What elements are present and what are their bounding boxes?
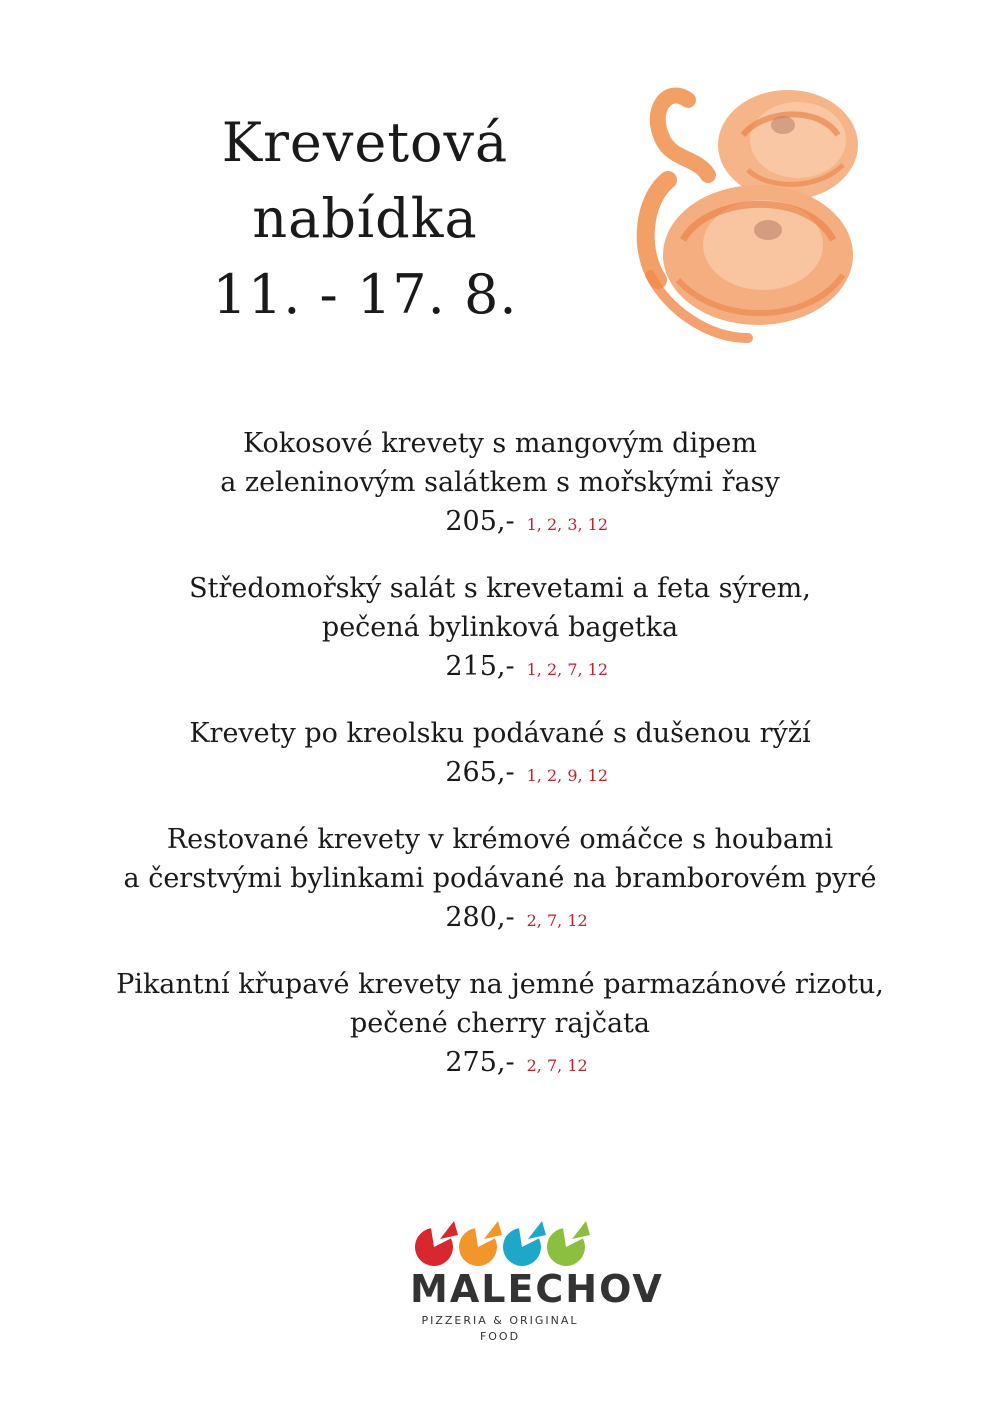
malechov-logo xyxy=(410,1213,664,1343)
menu-item xyxy=(0,714,1000,796)
pizza-slice-icon xyxy=(547,1221,590,1266)
dish-description: pečená bylinková bagetka xyxy=(321,612,679,643)
dish-price: 265,- xyxy=(445,757,515,788)
dish-description: a zeleninovým salátkem s mořskými řasy xyxy=(220,467,780,498)
price-row xyxy=(0,502,1000,545)
shrimp-bottom xyxy=(646,180,853,338)
dish-price: 275,- xyxy=(445,1047,515,1078)
dish-description: Středomořský salát s krevetami a feta sýrem, xyxy=(189,573,811,604)
price-row xyxy=(0,1043,1000,1086)
menu-item xyxy=(0,424,1000,545)
dish-price: 280,- xyxy=(445,902,515,933)
dish-description: Restované krevety v krémové omáčce s houbami xyxy=(166,824,834,855)
dish-price: 215,- xyxy=(445,651,515,682)
allergen-codes: 1, 2, 3, 12 xyxy=(526,515,609,534)
dish-description: Krevety po kreolsku podávané s dušenou rýží xyxy=(189,718,811,749)
pizza-slice-icon xyxy=(503,1221,546,1266)
shrimp-illustration xyxy=(628,80,863,345)
dish-description: pečené cherry rajčata xyxy=(350,1008,650,1039)
pizza-slice-icon xyxy=(459,1221,502,1266)
pizza-slice-icon xyxy=(415,1221,458,1266)
title-line-2: nabídka xyxy=(252,187,478,250)
dish-description: Kokosové krevety s mangovým dipem xyxy=(243,428,757,459)
logo-wordmark: MALECHOV xyxy=(410,1267,664,1311)
menu-item xyxy=(0,965,1000,1086)
price-row xyxy=(0,898,1000,941)
shrimp-top xyxy=(658,90,858,200)
dish-description: a čerstvými bylinkami podávané na bramborovém pyré xyxy=(123,863,877,894)
title-line-1: Krevetová xyxy=(221,111,509,174)
pizza-slices-icon xyxy=(410,1213,590,1273)
price-row xyxy=(0,753,1000,796)
logo-tagline: PIZZERIA & ORIGINAL FOOD xyxy=(421,1314,579,1343)
allergen-codes: 1, 2, 9, 12 xyxy=(526,766,609,785)
title-line-3-dates: 11. - 17. 8. xyxy=(212,263,518,326)
dish-price: 205,- xyxy=(445,506,515,537)
menu-list xyxy=(0,424,1000,1110)
allergen-codes: 2, 7, 12 xyxy=(526,1056,588,1075)
menu-item xyxy=(0,820,1000,941)
allergen-codes: 1, 2, 7, 12 xyxy=(526,660,609,679)
menu-title xyxy=(160,105,570,333)
dish-description: Pikantní křupavé krevety na jemné parmazánové rizotu, xyxy=(116,969,884,1000)
allergen-codes: 2, 7, 12 xyxy=(526,911,588,930)
menu-item xyxy=(0,569,1000,690)
price-row xyxy=(0,647,1000,690)
